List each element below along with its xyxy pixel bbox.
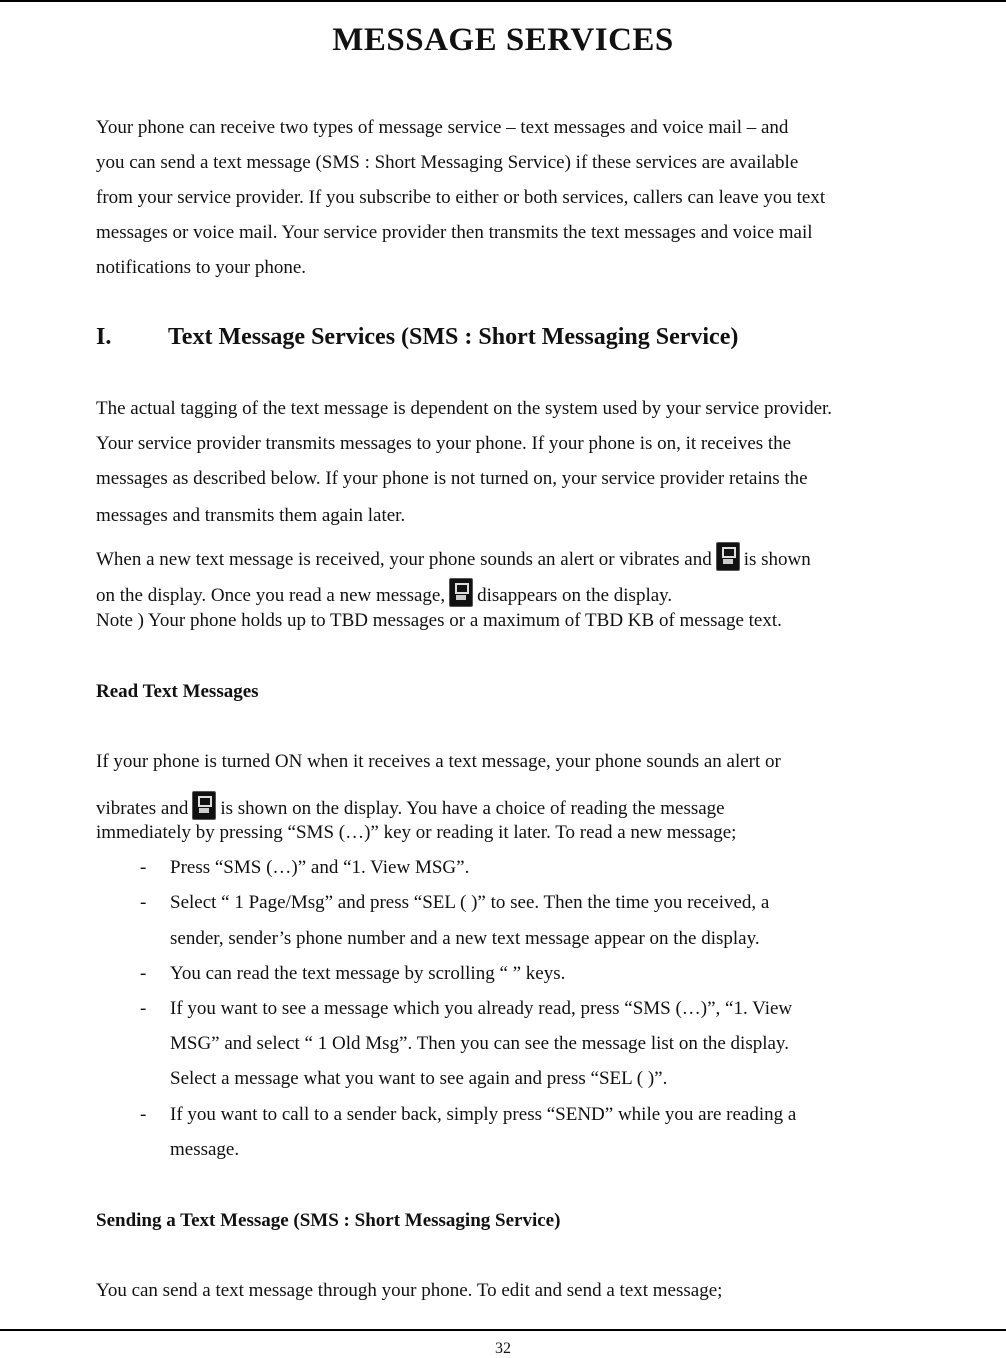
para2-text: on the display. Once you read a new message, [96, 585, 446, 606]
read-line: immediately by pressing “SMS (…)” key or reading it later. To read a new message; [96, 822, 737, 843]
para2-text: When a new text message is received, your phone sounds an alert or vibrates and [96, 549, 712, 570]
para2-line [96, 578, 672, 607]
bottom-rule [0, 1329, 1006, 1331]
section-heading [96, 324, 738, 351]
bullet-dash: - [140, 998, 147, 1019]
read-text: vibrates and [96, 798, 189, 819]
step-line: If you want to call to a sender back, simply press “SEND” while you are reading a [170, 1104, 797, 1125]
step-line: sender, sender’s phone number and a new text message appear on the display. [170, 928, 760, 949]
note-line: Note ) Your phone holds up to TBD messages or a maximum of TBD KB of message text. [96, 610, 782, 631]
para1-line: The actual tagging of the text message is dependent on the system used by your service provider. [96, 398, 833, 419]
intro-line: from your service provider. If you subscribe to either or both services, callers can leave you text [96, 187, 826, 208]
page-number: 32 [495, 1340, 511, 1357]
para2-text: disappears on the display. [477, 585, 673, 606]
section-title: Text Message Services (SMS : Short Messaging Service) [168, 324, 739, 350]
intro-line: Your phone can receive two types of message service – text messages and voice mail – and [96, 117, 789, 138]
send-line: You can send a text message through your phone. To edit and send a text message; [96, 1280, 723, 1301]
intro-line: notifications to your phone. [96, 257, 307, 278]
para1-line: messages as described below. If your phone is not turned on, your service provider retains the [96, 468, 808, 489]
step-line: Press “SMS (…)” and “1. View MSG”. [170, 857, 470, 878]
step-line: Select a message what you want to see again and press “SEL ( )”. [170, 1068, 668, 1089]
para2-line [96, 542, 811, 571]
message-envelope-icon [192, 791, 216, 820]
para1-line: Your service provider transmits messages to your phone. If your phone is on, it receives the [96, 433, 792, 454]
send-heading: Sending a Text Message (SMS : Short Messaging Service) [96, 1210, 561, 1231]
step-line: MSG” and select “ 1 Old Msg”. Then you can see the message list on the display. [170, 1033, 789, 1054]
step-line: You can read the text message by scrolling “ ” keys. [170, 963, 566, 984]
step-line: Select “ 1 Page/Msg” and press “SEL ( )” to see. Then the time you received, a [170, 892, 770, 913]
intro-line: messages or voice mail. Your service provider then transmits the text messages and voice mail [96, 222, 813, 243]
intro-line: you can send a text message (SMS : Short Messaging Service) if these services are available [96, 152, 799, 173]
read-text: is shown on the display. You have a choice of reading the message [220, 798, 725, 819]
bullet-dash: - [140, 892, 147, 913]
bullet-dash: - [140, 1104, 147, 1125]
step-line: If you want to see a message which you already read, press “SMS (…)”, “1. View [170, 998, 793, 1019]
section-number: I. [96, 324, 112, 350]
top-rule [0, 0, 1006, 2]
para1-line: messages and transmits them again later. [96, 505, 406, 526]
read-line: If your phone is turned ON when it receives a text message, your phone sounds an alert or [96, 751, 781, 772]
read-heading: Read Text Messages [96, 681, 259, 702]
page-title: MESSAGE SERVICES [332, 22, 674, 58]
message-envelope-icon [449, 578, 473, 607]
read-line [96, 791, 725, 820]
step-line: message. [170, 1139, 240, 1160]
bullet-dash: - [140, 963, 147, 984]
bullet-dash: - [140, 857, 147, 878]
para2-text: is shown [743, 549, 811, 570]
message-envelope-icon [716, 542, 740, 571]
